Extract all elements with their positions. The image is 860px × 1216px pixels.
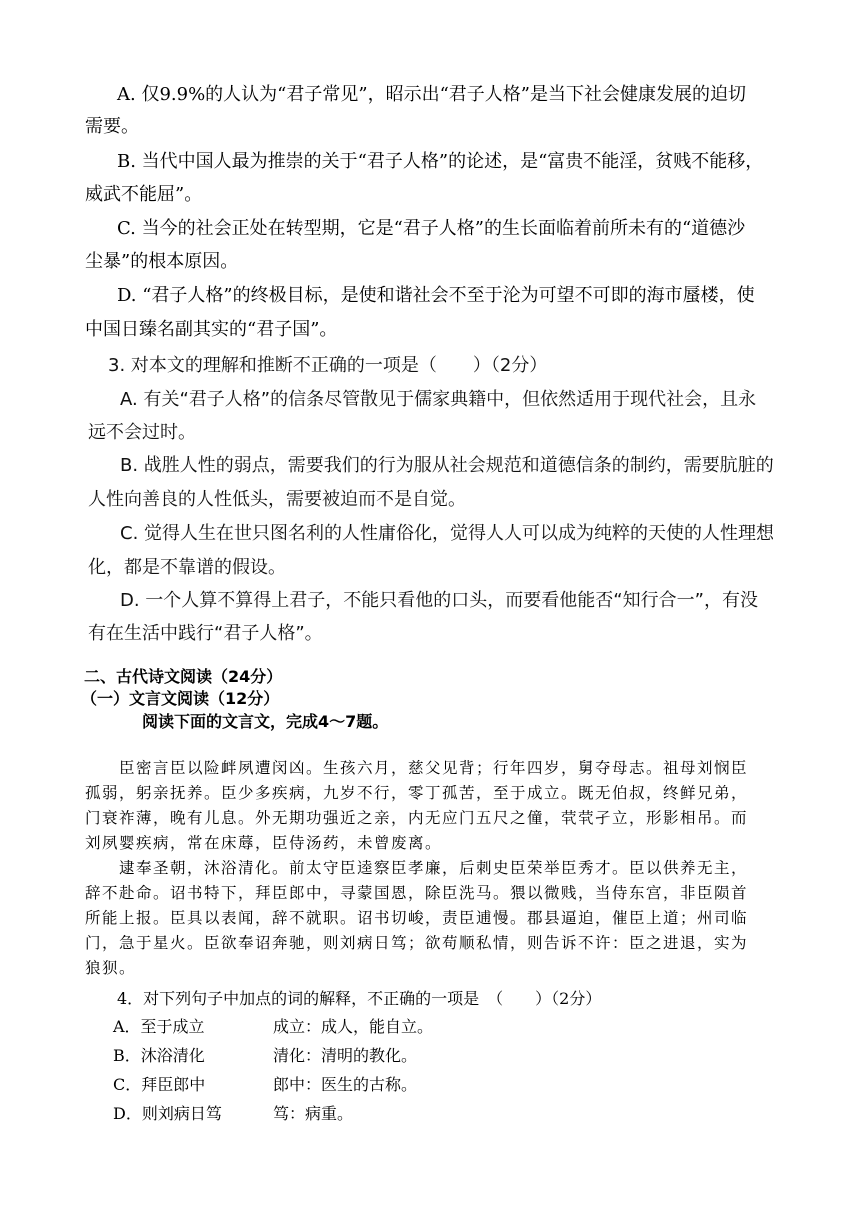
q2-option-a-line1: A. 仅9.9%的人认为“君子常见”，昭示出“君子人格”是当下社会健康发展的迫切 bbox=[117, 84, 746, 105]
q4-option-c-gloss: 郎中：医生的古称。 bbox=[273, 1075, 418, 1094]
passage-instruction: 阅读下面的文言文，完成4～7题。 bbox=[142, 712, 389, 731]
q4-option-b-sentence: B．沐浴清化 bbox=[113, 1046, 205, 1065]
q3-option-d-line2: 有在生活中践行“君子人格”。 bbox=[88, 623, 323, 644]
q3-stem: 3. 对本文的理解和推断不正确的一项是（ ）（2分） bbox=[108, 355, 548, 376]
passage-line-6: 辞不赴命。诏书特下，拜臣郎中，寻蒙国恩，除臣洗马。猥以微贱，当侍东宫，非臣陨首 bbox=[85, 884, 749, 902]
passage-line-1: 臣密言臣以险衅夙遭闵凶。生孩六月，慈父见背；行年四岁，舅夺母志。祖母刘悯臣 bbox=[85, 759, 749, 777]
passage-line-4: 刘夙婴疾病，常在床蓐，臣侍汤药，未曾废离。 bbox=[85, 834, 443, 852]
q4-stem: 4．对下列句子中加点的词的解释，不正确的一项是 （ ）（2分） bbox=[117, 989, 602, 1008]
q4-option-c-sentence: C．拜臣郎中 bbox=[113, 1075, 206, 1094]
passage-line-5: 逮奉圣朝，沐浴清化。前太守臣逵察臣孝廉，后刺史臣荣举臣秀才。臣以供养无主， bbox=[85, 859, 749, 877]
subsection-title: （一）文言文阅读（12分） bbox=[81, 689, 280, 708]
q2-option-a-line2: 需要。 bbox=[85, 116, 139, 137]
q3-option-a-line1: A. 有关“君子人格”的信条尽管散见于儒家典籍中，但依然适用于现代社会，且永 bbox=[120, 389, 757, 410]
passage-line-3: 门衰祚薄，晚有儿息。外无期功强近之亲，内无应门五尺之僮，茕茕孑立，形影相吊。而 bbox=[85, 809, 749, 827]
q3-option-b-line1: B. 战胜人性的弱点，需要我们的行为服从社会规范和道德信条的制约，需要肮脏的 bbox=[120, 455, 774, 476]
q3-option-c-line1: C. 觉得人生在世只图名利的人性庸俗化，觉得人人可以成为纯粹的天使的人性理想 bbox=[120, 523, 775, 544]
section-title: 二、古代诗文阅读（24分） bbox=[84, 667, 283, 686]
passage-line-8: 门，急于星火。臣欲奉诏奔驰，则刘病日笃；欲苟顺私情，则告诉不许：臣之进退，实为 bbox=[85, 934, 749, 952]
q4-option-b-gloss: 清化：清明的教化。 bbox=[273, 1046, 418, 1065]
q3-option-d-line1: D. 一个人算不算得上君子，不能只看他的口头，而要看他能否“知行合一”，有没 bbox=[120, 590, 758, 611]
passage-line-2: 孤弱，躬亲抚养。臣少多疾病，九岁不行，零丁孤苦，至于成立。既无伯叔，终鲜兄弟， bbox=[85, 784, 749, 802]
q2-option-b-line1: B. 当代中国人最为推崇的关于“君子人格”的论述，是“富贵不能淫，贫贱不能移， bbox=[117, 151, 764, 172]
q4-option-d-gloss: 笃：病重。 bbox=[273, 1104, 354, 1123]
q4-option-a-gloss: 成立：成人，能自立。 bbox=[273, 1017, 434, 1036]
q2-option-c-line1: C. 当今的社会正处在转型期，它是“君子人格”的生长面临着前所未有的“道德沙 bbox=[117, 218, 746, 239]
q3-option-c-line2: 化，都是不靠谱的假设。 bbox=[88, 557, 286, 578]
q3-option-b-line2: 人性向善良的人性低头，需要被迫而不是自觉。 bbox=[88, 489, 466, 510]
q2-option-d-line1: D. “君子人格”的终极目标，是使和谐社会不至于沦为可望不可即的海市蜃楼，使 bbox=[117, 285, 755, 306]
q4-option-d-sentence: D．则刘病日笃 bbox=[113, 1104, 222, 1123]
q2-option-d-line2: 中国日臻名副其实的“君子国”。 bbox=[85, 319, 338, 340]
q4-option-a-sentence: A．至于成立 bbox=[113, 1017, 205, 1036]
q3-option-a-line2: 远不会过时。 bbox=[88, 422, 196, 443]
q2-option-b-line2: 威武不能屈”。 bbox=[85, 184, 203, 205]
q2-option-c-line2: 尘暴”的根本原因。 bbox=[85, 251, 239, 272]
passage-line-9: 狼狈。 bbox=[85, 959, 137, 977]
passage-line-7: 所能上报。臣具以表闻，辞不就职。诏书切峻，责臣逋慢。郡县逼迫，催臣上道；州司临 bbox=[85, 909, 749, 927]
